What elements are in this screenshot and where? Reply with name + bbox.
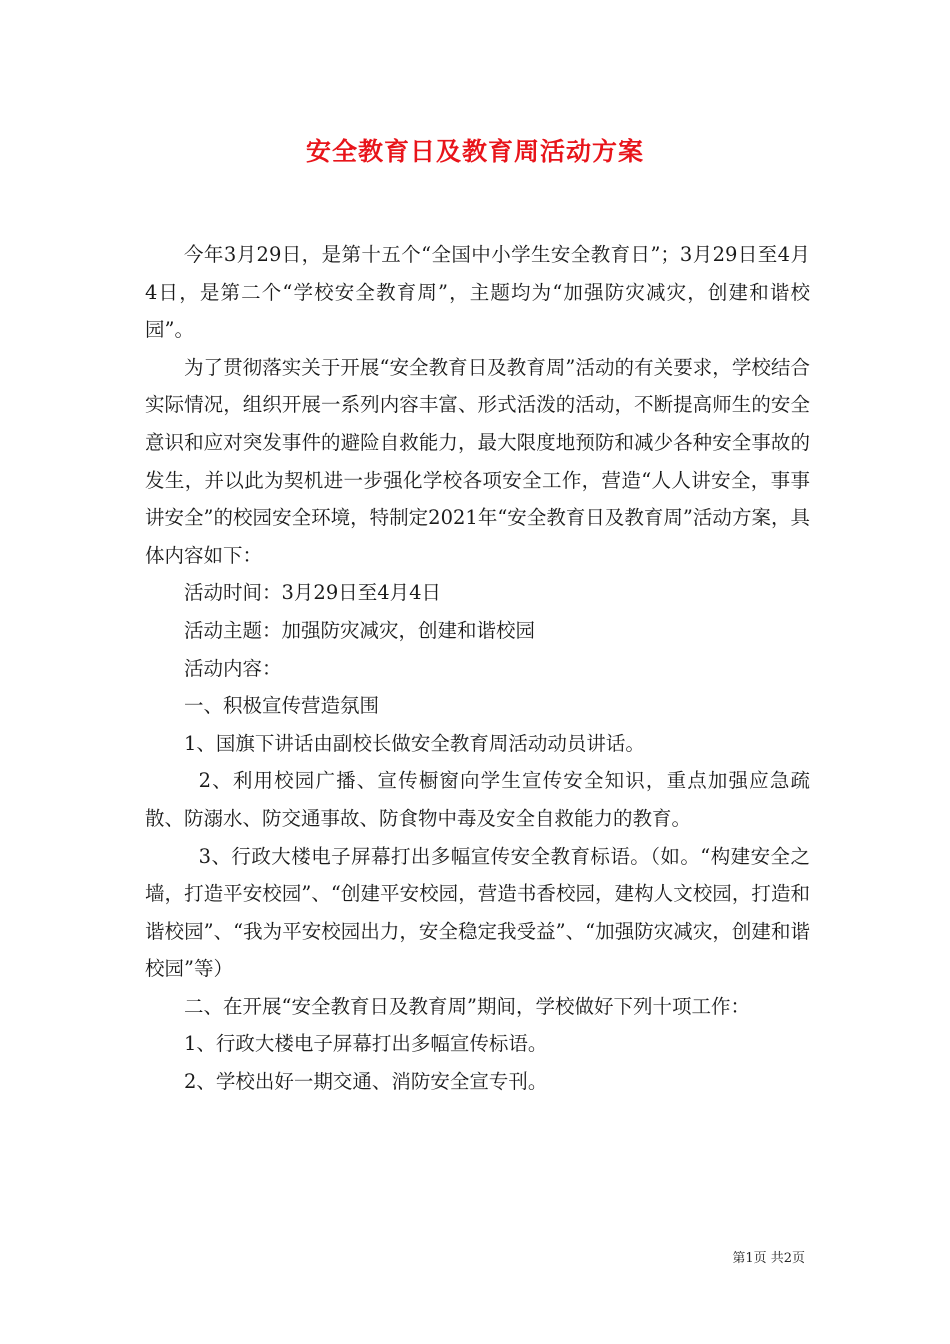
section-heading: 一、积极宣传营造氛围 <box>184 694 380 718</box>
page-number: 第1页 共2页 <box>732 1251 805 1266</box>
paragraph: 活动内容： <box>184 656 282 680</box>
paragraph: 1、国旗下讲话由副校长做安全教育周活动动员讲话。 <box>184 731 645 755</box>
paragraph: 今年3月29日，是第十五个“全国中小学生安全教育日”；3月29日至4月4日，是第二个“学校安全教育周”，主题均为“加强防灾减灾，创建和谐校园”。 <box>145 243 810 342</box>
section-heading: 二、在开展“安全教育日及教育周”期间，学校做好下列十项工作： <box>184 994 750 1018</box>
document-body <box>145 236 810 1101</box>
document-title: 安全教育日及教育周活动方案 <box>305 137 644 166</box>
paragraph: 活动主题：加强防灾减灾，创建和谐校园 <box>184 618 536 642</box>
paragraph: 1、行政大楼电子屏幕打出多幅宣传标语。 <box>184 1032 548 1056</box>
paragraph: 2、学校出好一期交通、消防安全宣专刊。 <box>184 1070 548 1094</box>
paragraph: 为了贯彻落实关于开展“安全教育日及教育周”活动的有关要求，学校结合实际情况，组织开展一系列内容丰富、形式活泼的活动，不断提高师生的安全意识和应对突发事件的避险自救能力，最大限度地预防和减少各种安全事故的发生，并以此为契机进一步强化学校各项安全工作，营造“人人讲安全，事事讲安全”的校园安全环境，特制定2021年“安全教育日及教育周”活动方案，具体内容如下： <box>145 355 810 567</box>
paragraph: 2、利用校园广播、宣传橱窗向学生宣传安全知识，重点加强应急疏散、防溺水、防交通事故、防食物中毒及安全自救能力的教育。 <box>145 769 810 830</box>
paragraph: 3、行政大楼电子屏幕打出多幅宣传安全教育标语。（如。“构建安全之墙，打造平安校园”、“创建平安校园，营造书香校园，建构人文校园，打造和谐校园”、“我为平安校园出力，安全稳定我受益”、“加强防灾减灾，创建和谐校园”等） <box>145 844 810 981</box>
paragraph: 活动时间：3月29日至4月4日 <box>184 581 442 605</box>
